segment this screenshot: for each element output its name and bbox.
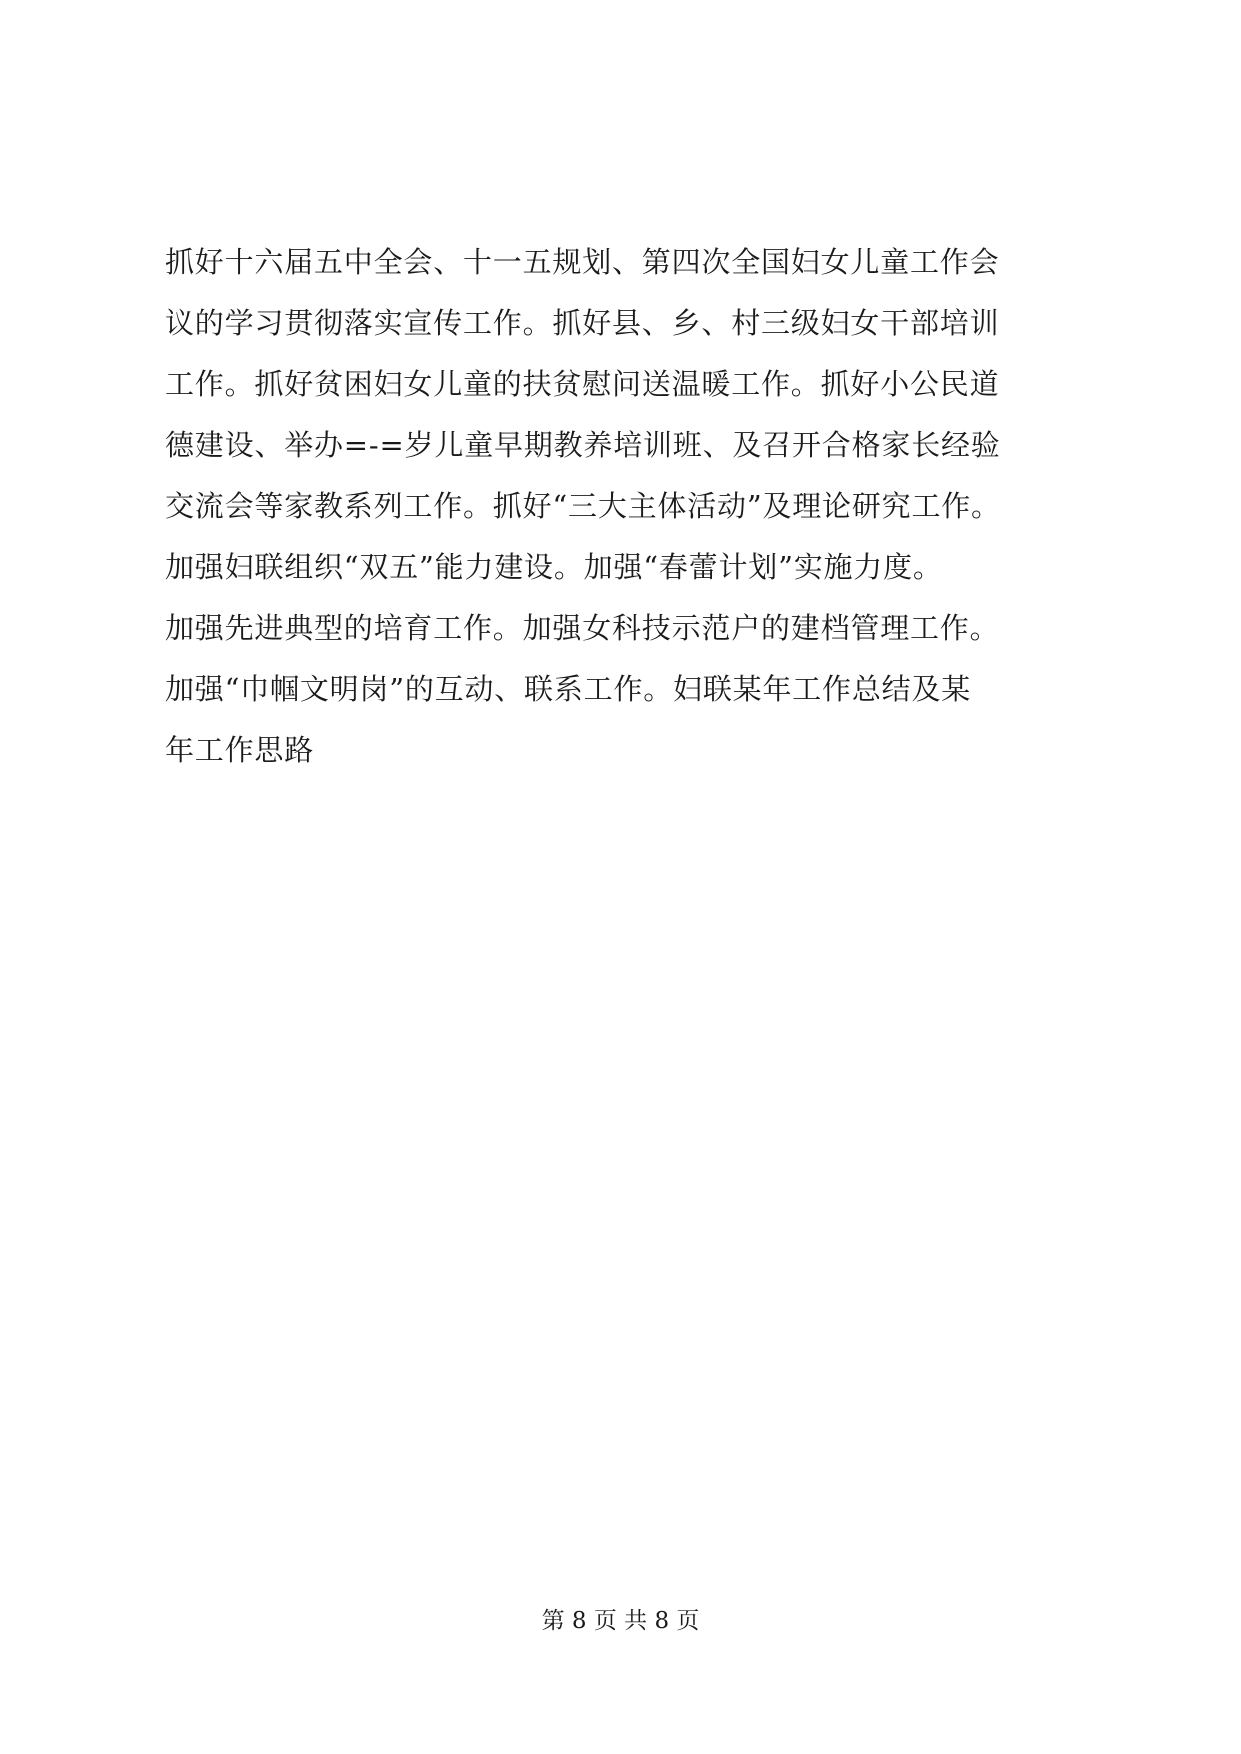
text-line: 交流会等家教系列工作。抓好“三大主体活动”及理论研究工作。 (165, 489, 1001, 523)
text-line: 加强先进典型的培育工作。加强女科技示范户的建档管理工作。 (165, 611, 1000, 645)
text-line: 议的学习贯彻落实宣传工作。抓好县、乡、村三级妇女干部培训 (165, 306, 1000, 340)
text-line: 加强“巾帼文明岗”的互动、联系工作。妇联某年工作总结及某 (165, 672, 972, 706)
text-line: 工作。抓好贫困妇女儿童的扶贫慰问送温暖工作。抓好小公民道 (165, 367, 1000, 401)
text-line: 年工作思路 (165, 733, 315, 767)
body-text (165, 232, 1085, 781)
text-line: 德建设、举办=-=岁儿童早期教养培训班、及召开合格家长经验 (165, 428, 1001, 462)
text-line: 抓好十六届五中全会、十一五规划、第四次全国妇女儿童工作会 (165, 245, 1000, 279)
page-number-footer: 第 8 页 共 8 页 (541, 1608, 700, 1634)
text-line: 加强妇联组织“双五”能力建设。加强“春蕾计划”实施力度。 (165, 550, 943, 584)
